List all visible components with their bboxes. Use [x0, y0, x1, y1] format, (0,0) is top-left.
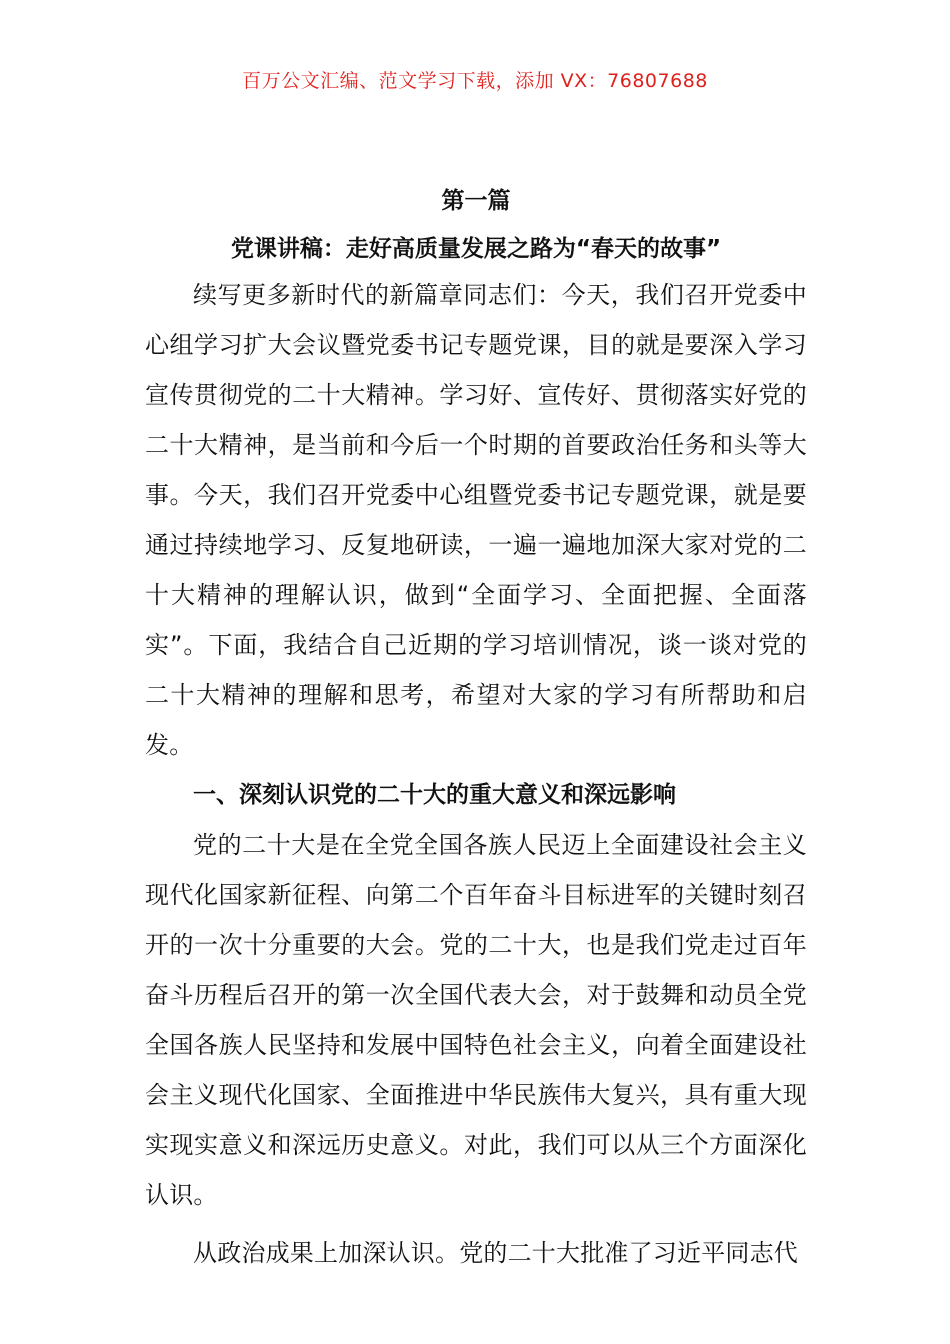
- section-heading-1: 一、深刻认识党的二十大的重大意义和深远影响: [193, 782, 676, 808]
- chapter-label: 第一篇: [441, 188, 511, 214]
- document-title: 党课讲稿：走好高质量发展之路为“春天的故事”: [230, 236, 722, 262]
- header-watermark-note: 百万公文汇编、范文学习下载，添加 VX：76807688: [242, 70, 708, 92]
- document-body: [145, 180, 807, 1278]
- paragraph-intro: 续写更多新时代的新篇章同志们：今天，我们召开党委中心组学习扩大会议暨党委书记专题党课，目的就是要深入学习宣传贯彻党的二十大精神。学习好、宣传好、贯彻落实好党的二十大精神，是当前和今后一个时期的首要政治任务和头等大事。今天，我们召开党委中心组暨党委书记专题党课，就是要通过持续地学习、反复地研读，一遍一遍地加深大家对党的二十大精神的理解认识，做到“全面学习、全面把握、全面落实”。下面，我结合自己近期的学习培训情况，谈一谈对党的二十大精神的理解和思考，希望对大家的学习有所帮助和启发。: [145, 281, 807, 759]
- paragraph-significance: 党的二十大是在全党全国各族人民迈上全面建设社会主义现代化国家新征程、向第二个百年奋斗目标进军的关键时刻召开的一次十分重要的大会。党的二十大，也是我们党走过百年奋斗历程后召开的第一次全国代表大会，对于鼓舞和动员全党全国各族人民坚持和发展中国特色社会主义，向着全面建设社会主义现代化国家、全面推进中华民族伟大复兴，具有重大现实现实意义和深远历史意义。对此，我们可以从三个方面深化认识。: [145, 831, 807, 1209]
- paragraph-political-results: 从政治成果上加深认识。党的二十大批准了习近平同志代: [193, 1239, 798, 1267]
